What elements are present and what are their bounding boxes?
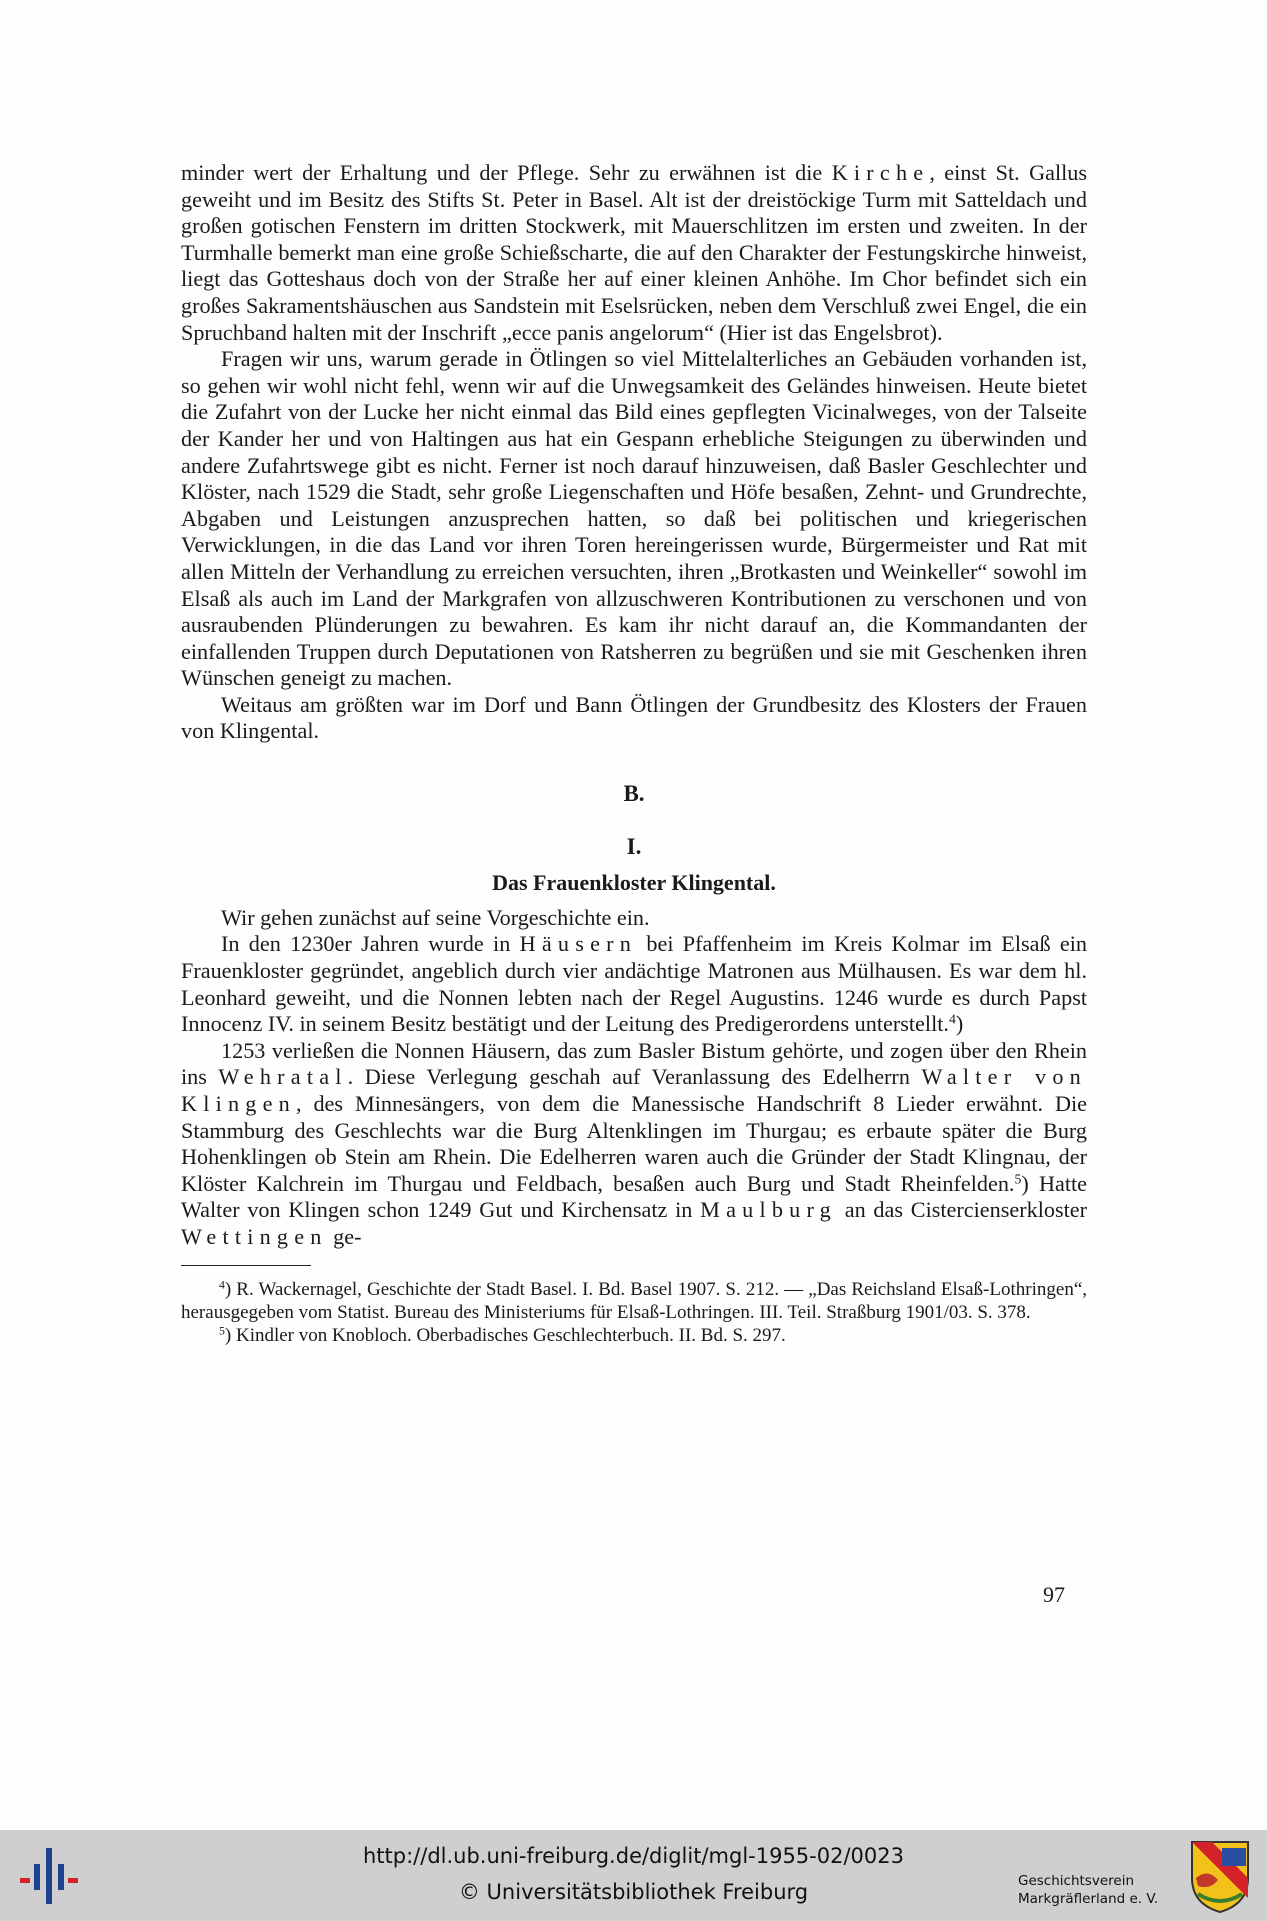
page-number: 97 (1043, 1582, 1065, 1607)
footnote-marker: 5 (219, 1324, 225, 1338)
paragraph: Fragen wir uns, warum gerade in Ötlingen so viel Mittelalterliches an Gebäuden vorhanden ist, so gehen wir wohl nicht fehl, wenn wir auf die Unwegsamkeit des Geländes hinweisen. Heute bietet die Zufahrt von der Lucke her nicht einmal das Bild eines gepflegten Vicinalweges, von der Talseite der Kander her und von Haltingen aus hat ein Gespann erhebliche Steigungen zu überwinden und andere Zufahrtswege gibt es nicht. Ferner ist noch darauf hinzuweisen, daß Basler Geschlechter und Klöster, nach 1529 die Stadt, sehr große Liegenschaften und Höfe besaßen, Zehnt- und Grundrechte, Abgaben und Leistungen anzusprechen hatten, so daß bei politischen und kriegerischen Verwicklungen, in die das Land vor ihren Toren hereingerissen wurde, Bürgermeister und Rat mit allen Mitteln der Verhandlung zu erreichen versuchten, ihren „Brotkasten und Weinkeller“ sowohl im Elsaß als auch im Land der Markgrafen von allzuschweren Kontributionen zu verschonen und von ausraubenden Plünderungen zu bewahren. Es kam ihr nicht darauf an, die Kommandanten der einfallenden Truppen durch Deputationen von Ratsherren zu begrüßen und sie mit Geschenken ihren Wünschen geneigt zu machen. (181, 346, 1087, 691)
society-name-line: Geschichtsverein (1018, 1873, 1134, 1889)
footnote-text: ) Kindler von Knobloch. Oberbadisches Geschlechterbuch. II. Bd. S. 297. (224, 1324, 786, 1346)
paragraph (181, 1038, 1087, 1251)
paragraph: Wir gehen zunächst auf seine Vorgeschichte ein. (221, 904, 650, 930)
page-body (181, 160, 1087, 1347)
text-run: 1253 verließen die Nonnen Häusern, das zum Basler Bistum gehörte, und zogen über den Rhein ins (181, 1037, 1087, 1090)
permalink-url[interactable]: http://dl.ub.uni-freiburg.de/diglit/mgl-1955-02/0023 (362, 1844, 904, 1868)
spaced-emphasis: Häusern (519, 931, 638, 957)
footnote-marker: 4 (219, 1278, 225, 1292)
paragraph (181, 160, 1087, 346)
text-run: . Diese Verlegung geschah auf Veranlassung des Edelherrn (347, 1064, 922, 1090)
text-run: an das Cistercienserkloster (836, 1197, 1087, 1223)
footnote-reference[interactable]: 4 (948, 1011, 956, 1027)
text-run: ge- (327, 1223, 362, 1249)
spaced-emphasis: Wehratal (218, 1064, 348, 1090)
society-name (1018, 1872, 1158, 1908)
text-run: , einst St. Gallus geweiht und im Besitz des Stifts St. Peter in Basel. Alt ist der dreistöckige Turm mit Satteldach und großen gotischen Fenstern im dritten Stockwerk, mit Mauerschlitzen im ersten und zweiten. In der Turmhalle bemerkt man eine große Schießscharte, die auf den Charakter der Festungskirche hinweist, liegt das Gotteshaus doch von der Straße her auf einer kleinen Anhöhe. Im Chor befindet sich ein großes Sakramentshäuschen aus Sandstein mit Eselsrücken, neben dem Verschluß zwei Engel, die ein Spruchband halten mit der Inschrift „ecce panis angelorum“ (Hier ist das Engelsbrot). (181, 160, 1087, 345)
footnote-text: ) R. Wackernagel, Geschichte der Stadt Basel. I. Bd. Basel 1907. S. 212. — „Das Reichsland Elsaß-Lothringen“, herausgegeben vom Statist. Bureau des Ministeriums für Elsaß-Lothringen. III. Teil. Straßburg 1901/03. S. 378. (181, 1278, 1087, 1323)
footnote-4 (181, 1278, 1087, 1324)
spaced-emphasis: Maulburg (700, 1197, 837, 1223)
copyright-notice: © Universitätsbibliothek Freiburg (458, 1880, 809, 1904)
section-title: Das Frauenkloster Klingental. (492, 870, 776, 896)
society-name-line: Markgräflerland e. V. (1018, 1891, 1159, 1907)
section-letter-heading: B. (623, 781, 645, 807)
footer-bar (0, 1830, 1267, 1921)
spaced-emphasis: Kirche (831, 160, 930, 185)
text-run: bei Pfaffenheim im Kreis Kolmar im Elsaß ein Frauenkloster gegründet, angeblich durch vier andächtige Matronen aus Mülhausen. Es war dem hl. Leonhard geweiht, und die Nonnen lebten nach der Regel Augustins. 1246 wurde es durch Papst Innocenz IV. in seinem Besitz bestätigt und der Leitung des Predigerordens unterstellt. (181, 931, 1087, 1037)
text-run: ) Hatte Walter von Klingen schon 1249 Gut und Kirchensatz in (181, 1170, 1088, 1223)
text-run: In den 1230er Jahren wurde in (221, 931, 520, 957)
footnotes (181, 1278, 1087, 1347)
spaced-emphasis: Wettingen (181, 1223, 328, 1249)
footnote-5 (181, 1324, 1087, 1347)
text-run: , des Minnesängers, von dem die Manessische Handschrift 8 Lieder erwähnt. Die Stammburg des Geschlechts war die Burg Altenklingen im Thurgau; es erbaute später die Burg Hohenklingen ob Stein am Rhein. Die Edelherren waren auch die Gründer der Stadt Klingnau, der Klöster Kalchrein im Thurgau und Feldbach, besaßen auch Burg und Stadt Rheinfelden. (181, 1091, 1087, 1196)
footnote-divider (181, 1265, 311, 1266)
section-roman-heading: I. (626, 833, 642, 859)
paragraph: Weitaus am größten war im Dorf und Bann Ötlingen der Grundbesitz des Klosters der Frauen von Klingental. (181, 691, 1087, 744)
text-run: minder wert der Erhaltung und der Pflege. Sehr zu erwähnen ist die (181, 160, 832, 185)
text-run: ) (955, 1011, 964, 1037)
spaced-emphasis: Walter von Klingen (181, 1064, 1087, 1116)
paragraph (181, 931, 1087, 1037)
coat-of-arms-icon (1188, 1838, 1252, 1914)
footnote-reference[interactable]: 5 (1014, 1171, 1022, 1187)
